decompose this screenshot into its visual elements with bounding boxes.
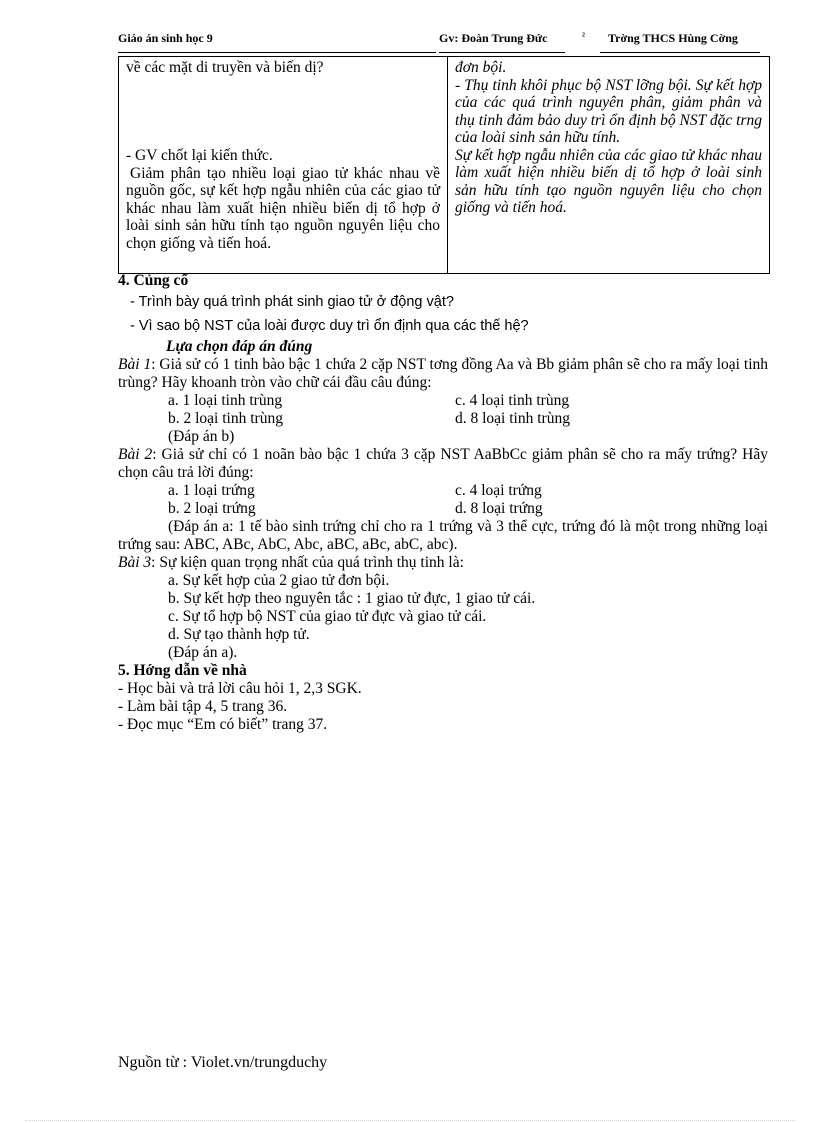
homework-item-3: - Đọc mục “Em có biết” trang 37.: [118, 716, 328, 733]
bai2-answer: (Đáp án a: 1 tế bào sinh trứng chỉ cho ra 1 trứng và 3 thể cực, trứng đó là một trong những loại trứng sau: ABC, ABc, AbC, Abc, aBC, aBc, abC, abc).: [118, 518, 768, 553]
bai3-text: : Sự kiện quan trọng nhất của quá trình thụ tinh là:: [151, 554, 464, 571]
bai2-option-c: c. 4 loại trứng: [455, 482, 542, 499]
bai1-option-b: b. 2 loại tinh trùng: [168, 410, 283, 427]
homework-item-1: - Học bài và trả lời câu hỏi 1, 2,3 SGK.: [118, 680, 362, 697]
review-question-2: - Vì sao bộ NST của loài được duy trì ổn định qua các thế hệ?: [130, 318, 529, 334]
homework-item-2: - Làm bài tập 4, 5 trang 36.: [118, 698, 288, 715]
bai1-label: Bài 1: [118, 356, 152, 373]
right-line1: đơn bội.: [455, 59, 507, 76]
bai2-option-b: b. 2 loại trứng: [168, 500, 256, 517]
conclusion-label: - GV chốt lại kiến thức.: [126, 147, 273, 164]
teacher-label: Gv: Đoàn Trung Đức: [439, 31, 548, 45]
lesson-body: [118, 272, 768, 734]
source-footer: Nguồn từ : Violet.vn/trungduchy: [118, 1054, 328, 1071]
bai1-options-row1: [118, 392, 768, 410]
bai3-answer: (Đáp án a).: [168, 644, 238, 661]
bai2-label: Bài 2: [118, 446, 153, 463]
header-rule-mid: [439, 52, 565, 53]
section4-title: 4. Củng cố: [118, 272, 189, 289]
review-question-1: - Trình bày quá trình phát sinh giao tử ở động vật?: [130, 294, 454, 310]
bai2-question: [118, 446, 768, 482]
bai1-options-row2: [118, 410, 768, 428]
right-para2: Sự kết hợp ngẫu nhiên của các giao tử khác nhau làm xuất hiện nhiều biến dị tổ hợp ở loài sinh sản hữu tính tạo nguồn nguyên liệu cho chọn giống và tiến hoá.: [455, 146, 762, 216]
subject-label: Giáo án sinh học 9: [118, 31, 213, 45]
bai1-text: : Giả sử có 1 tinh bào bậc 1 chứa 2 cặp NST tơng đồng Aa và Bb giảm phân sẽ cho ra mấy loại tinh trùng? Hãy khoanh tròn vào chữ cái đầu câu đúng:: [118, 356, 769, 391]
bai2-options-row2: [118, 500, 768, 518]
bai2-option-a: a. 1 loại trứng: [168, 482, 255, 499]
page-header: [118, 31, 760, 51]
header-rule-right: [600, 52, 760, 53]
bai3-option-b: b. Sự kết hợp theo nguyên tắc : 1 giao tử đực, 1 giao tử cái.: [168, 590, 536, 607]
bai3-label: Bài 3: [118, 554, 152, 571]
header-mark: ²: [582, 31, 585, 42]
school-label: Trờng THCS Hùng Cờng: [608, 31, 738, 45]
header-rule-left: [118, 52, 436, 53]
bai2-options-row1: [118, 482, 768, 500]
bai1-option-c: c. 4 loại tinh trùng: [455, 392, 570, 409]
bai3-option-d: d. Sự tạo thành hợp tử.: [168, 626, 310, 643]
content-cell: [448, 57, 770, 274]
right-para1: - Thụ tinh khôi phục bộ NST lỡng bội. Sự kết hợp của các quá trình nguyên phân, giảm phân và thụ tinh đảm bảo duy trì ổn định bộ NST đặc trng của loài sinh sản hữu tính.: [455, 76, 762, 146]
bai2-option-d: d. 8 loại trứng: [455, 500, 543, 517]
bai1-answer: (Đáp án b): [168, 428, 235, 445]
page-bottom-divider: [25, 1120, 795, 1121]
bai3-option-c: c. Sự tổ hợp bộ NST của giao tử đực và giao tử cái.: [168, 608, 487, 625]
bai1-option-a: a. 1 loại tinh trùng: [168, 392, 283, 409]
bai3-option-a: a. Sự kết hợp của 2 giao tử đơn bội.: [168, 572, 390, 589]
left-line1: về các mặt di truyền và biến dị?: [126, 59, 324, 76]
conclusion-text: Giảm phân tạo nhiều loại giao tử khác nhau về nguồn gốc, sự kết hợp ngẫu nhiên của các giao tử khác nhau làm xuất hiện nhiều biến dị tổ hợp ở loài sinh sản hữu tính tạo nguồn nguyên liệu cho chọn giống và tiến hoá.: [126, 164, 440, 252]
table-row: [119, 57, 770, 274]
bai2-text: : Giả sử chỉ có 1 noãn bào bậc 1 chứa 3 cặp NST AaBbCc giảm phân sẽ cho ra mấy trứng? Hãy chọn câu trả lời đúng:: [118, 446, 768, 481]
bai3-question: [118, 554, 768, 572]
lesson-table: [118, 56, 770, 274]
quiz-subtitle: Lựa chọn đáp án đúng: [166, 338, 313, 355]
bai1-question: [118, 356, 768, 392]
bai1-option-d: d. 8 loại tinh trùng: [455, 410, 570, 427]
section5-title: 5. Hớng dẫn về nhà: [118, 662, 247, 679]
teacher-activity-cell: [119, 57, 448, 274]
